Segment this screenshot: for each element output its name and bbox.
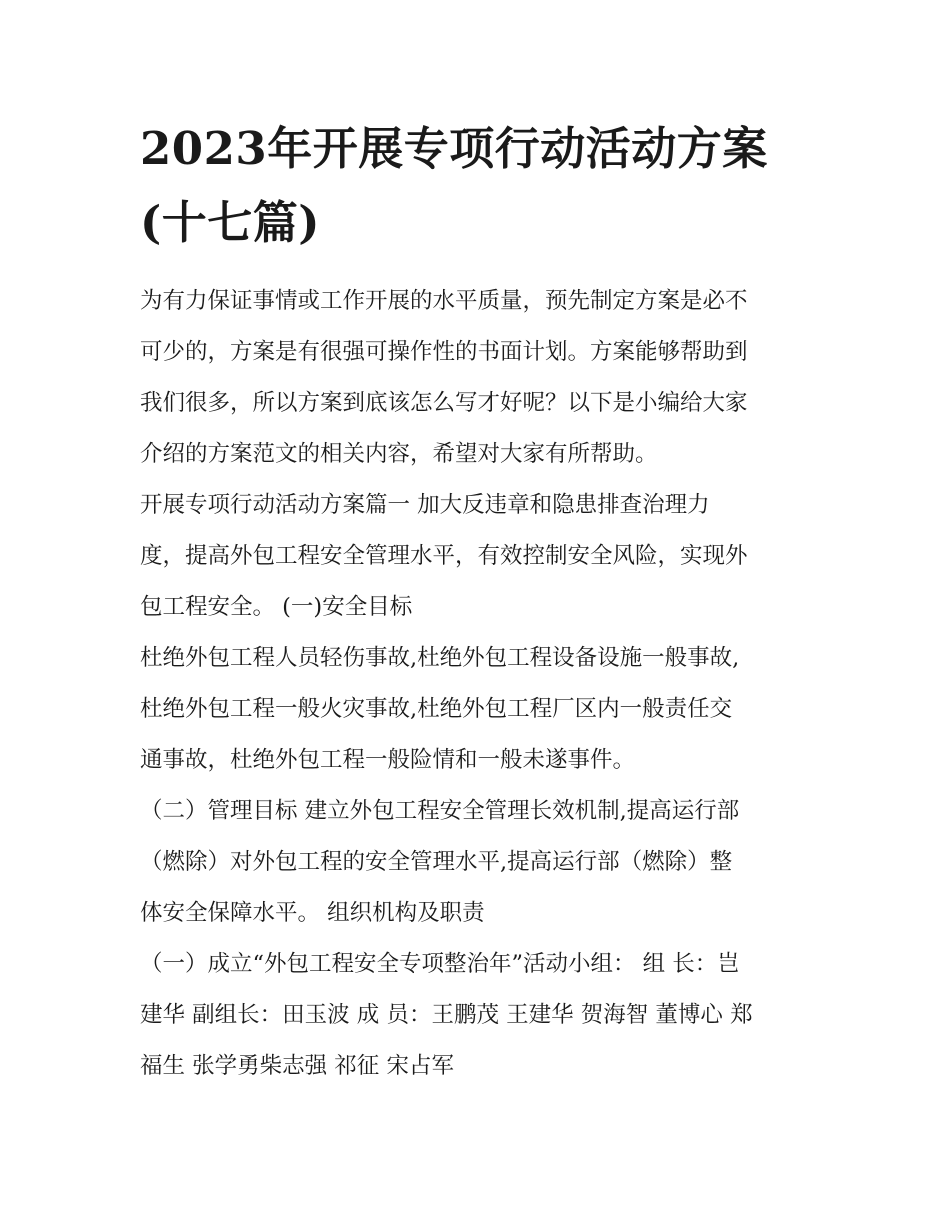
title-line-2: (十七篇): [140, 196, 321, 249]
text-line: 度，提高外包工程安全管理水平，有效控制安全风险，实现外: [140, 543, 748, 569]
safety-goals-paragraph: [140, 633, 812, 786]
document-title: [140, 112, 812, 260]
text-line: 建华 副组长：田玉波 成 员：王鹏茂 王建华 贺海智 董博心 郑: [140, 1002, 753, 1028]
text-line: （二）管理目标 建立外包工程安全管理长效机制,提高运行部: [140, 798, 740, 824]
text-line: 介绍的方案范文的相关内容，希望对大家有所帮助。: [140, 441, 658, 467]
text-line: 杜绝外包工程人员轻伤事故,杜绝外包工程设备设施一般事故,: [140, 645, 740, 671]
title-line-1: 2023年开展专项行动活动方案: [140, 122, 768, 175]
intro-paragraph: [140, 276, 812, 480]
text-line: 包工程安全。 (一)安全目标: [140, 594, 413, 620]
text-line: 杜绝外包工程一般火灾事故,杜绝外包工程厂区内一般责任交: [140, 696, 733, 722]
text-line: 体安全保障水平。 组织机构及职责: [140, 900, 485, 926]
team-members-paragraph: [140, 939, 812, 1092]
text-line: （燃除）对外包工程的安全管理水平,提高运行部（燃除）整: [140, 849, 733, 875]
text-line: 福生 张学勇柴志强 祁征 宋占军: [140, 1053, 454, 1079]
text-line: 我们很多，所以方案到底该怎么写才好呢？以下是小编给大家: [140, 390, 748, 416]
document-body: [140, 276, 812, 1092]
text-line: 开展专项行动活动方案篇一 加大反违章和隐患排查治理力: [140, 492, 710, 518]
document-page: [140, 112, 812, 1092]
section-one-paragraph: [140, 480, 812, 633]
text-line: 可少的，方案是有很强可操作性的书面计划。方案能够帮助到: [140, 339, 748, 365]
management-goals-paragraph: [140, 786, 812, 939]
text-line: （一）成立“外包工程安全专项整治年”活动小组： 组 长：岂: [140, 951, 740, 977]
text-line: 为有力保证事情或工作开展的水平质量，预先制定方案是必不: [140, 288, 748, 314]
text-line: 通事故，杜绝外包工程一般险情和一般未遂事件。: [140, 747, 636, 773]
